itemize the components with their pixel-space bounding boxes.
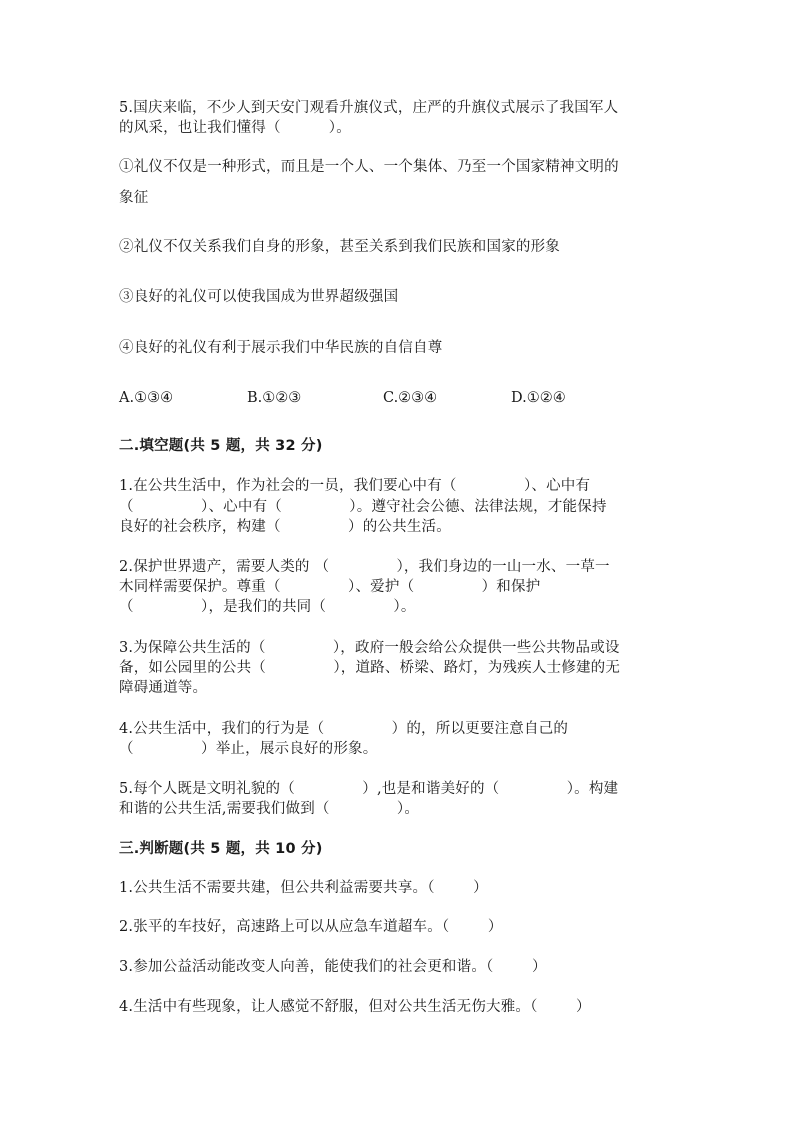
fill-section-title: 二.填空题(共 5 题，共 32 分) bbox=[119, 438, 323, 454]
q5-item3: ③良好的礼仪可以使我国成为世界超级强国 bbox=[119, 289, 399, 305]
q5-option-b[interactable]: B.①②③ bbox=[247, 390, 302, 406]
q5-item4: ④良好的礼仪有利于展示我们中华民族的自信自尊 bbox=[119, 340, 443, 356]
q5-item1-line2: 象征 bbox=[119, 190, 149, 206]
fill-q3-line2: 备，如公园里的公共（ ），道路、桥梁、路灯，为残疾人士修建的无 bbox=[119, 660, 621, 676]
fill-q3-line1: 3.为保障公共生活的（ ），政府一般会给公众提供一些公共物品或设 bbox=[119, 640, 620, 656]
q5-option-c[interactable]: C.②③④ bbox=[383, 390, 438, 406]
judge-q3: 3.参加公益活动能改变人向善，能使我们的社会更和谐。（ ） bbox=[119, 959, 547, 975]
fill-q4-line2: （ ）举止，展示良好的形象。 bbox=[119, 741, 378, 757]
fill-q5-line2: 和谐的公共生活,需要我们做到（ ）。 bbox=[119, 801, 420, 817]
fill-q2-line1: 2.保护世界遗产，需要人类的 （ ），我们身边的一山一水、一草一 bbox=[119, 559, 610, 575]
judge-section-title: 三.判断题(共 5 题，共 10 分) bbox=[119, 841, 323, 857]
fill-q5-line1: 5.每个人既是文明礼貌的（ ）,也是和谐美好的（ ）。构建 bbox=[119, 781, 619, 797]
fill-q2-line3: （ ），是我们的共同（ ）。 bbox=[119, 599, 416, 615]
q5-option-d[interactable]: D.①②④ bbox=[511, 390, 566, 406]
fill-q4-line1: 4.公共生活中，我们的行为是（ ）的，所以更要注意自己的 bbox=[119, 721, 569, 737]
judge-q1: 1.公共生活不需要共建，但公共利益需要共享。（ ） bbox=[119, 880, 488, 896]
q5-item2: ②礼仪不仅关系我们自身的形象，甚至关系到我们民族和国家的形象 bbox=[119, 239, 560, 255]
q5-option-a[interactable]: A.①③④ bbox=[119, 390, 174, 406]
fill-q3-line3: 障碍通道等。 bbox=[119, 680, 208, 696]
fill-q2-line2: 木同样需要保护。尊重（ ）、爱护（ ）和保护 bbox=[119, 579, 541, 595]
q5-stem-line2: 的风采，也让我们懂得（ ）。 bbox=[119, 120, 351, 136]
q5-item1-line1: ①礼仪不仅是一种形式，而且是一个人、一个集体、乃至一个国家精神文明的 bbox=[119, 159, 619, 175]
fill-q1-line1: 1.在公共生活中，作为社会的一员，我们要心中有（ ）、心中有 bbox=[119, 478, 591, 494]
q5-stem-line1: 5.国庆来临，不少人到天安门观看升旗仪式，庄严的升旗仪式展示了我国军人 bbox=[119, 100, 619, 116]
fill-q1-line2: （ ）、心中有（ ）。遵守社会公德、法律法规，才能保持 bbox=[119, 499, 607, 515]
judge-q4: 4.生活中有些现象，让人感觉不舒服，但对公共生活无伤大雅。（ ） bbox=[119, 999, 591, 1015]
fill-q1-line3: 良好的社会秩序，构建（ ）的公共生活。 bbox=[119, 519, 451, 535]
judge-q2: 2.张平的车技好，高速路上可以从应急车道超车。（ ） bbox=[119, 919, 503, 935]
